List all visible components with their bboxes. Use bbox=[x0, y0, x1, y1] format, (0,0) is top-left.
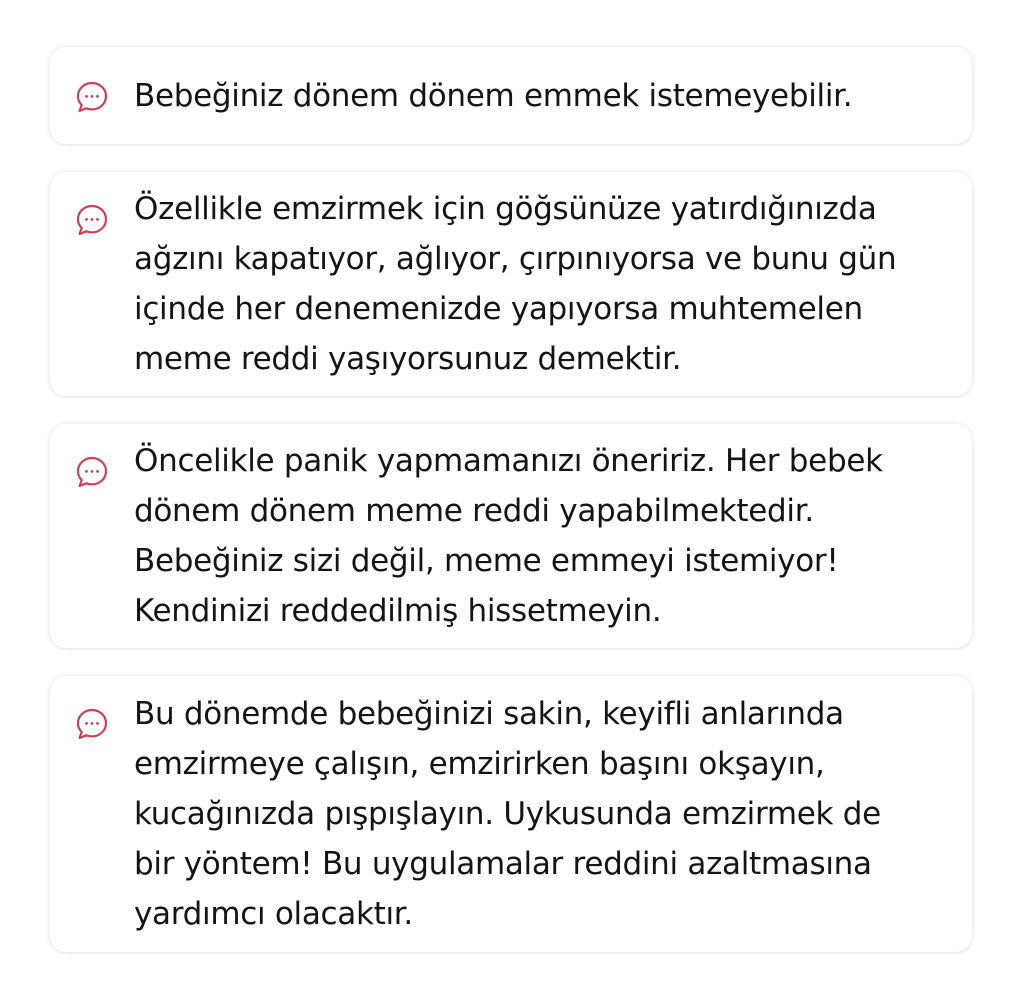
tip-card-3 bbox=[50, 424, 972, 648]
tip-card-4 bbox=[50, 676, 972, 952]
tip-text-1: Bebeğiniz dönem dönem emmek istemeyebilir. bbox=[134, 77, 853, 114]
tip-card-1 bbox=[50, 47, 972, 144]
chat-bubble-icon bbox=[74, 706, 110, 742]
tip-card-2 bbox=[50, 172, 972, 396]
chat-bubble-icon bbox=[74, 202, 110, 238]
tip-text-4: Bu dönemde bebeğinizi sakin, keyifli anlarında emzirmeye çalışın, emzirirken başını okşayın, kucağınızda pışpışlayın. Uykusunda emzirmek de bir yöntem! Bu uygulamalar reddini azaltmasına yardımcı olacaktır. bbox=[134, 696, 881, 932]
chat-bubble-icon bbox=[74, 454, 110, 490]
tip-text-3: Öncelikle panik yapmamanızı öneririz. Her bebek dönem dönem meme reddi yapabilmektedir. Bebeğiniz sizi değil, meme emmeyi istemiyor! Kendinizi reddedilmiş hissetmeyin. bbox=[134, 443, 883, 629]
chat-bubble-icon bbox=[74, 79, 110, 115]
tip-text-2: Özellikle emzirmek için göğsünüze yatırdığınızda ağzını kapatıyor, ağlıyor, çırpınıyorsa ve bunu gün içinde her denemenizde yapıyorsa muhtemelen meme reddi yaşıyorsunuz demektir. bbox=[134, 191, 897, 377]
